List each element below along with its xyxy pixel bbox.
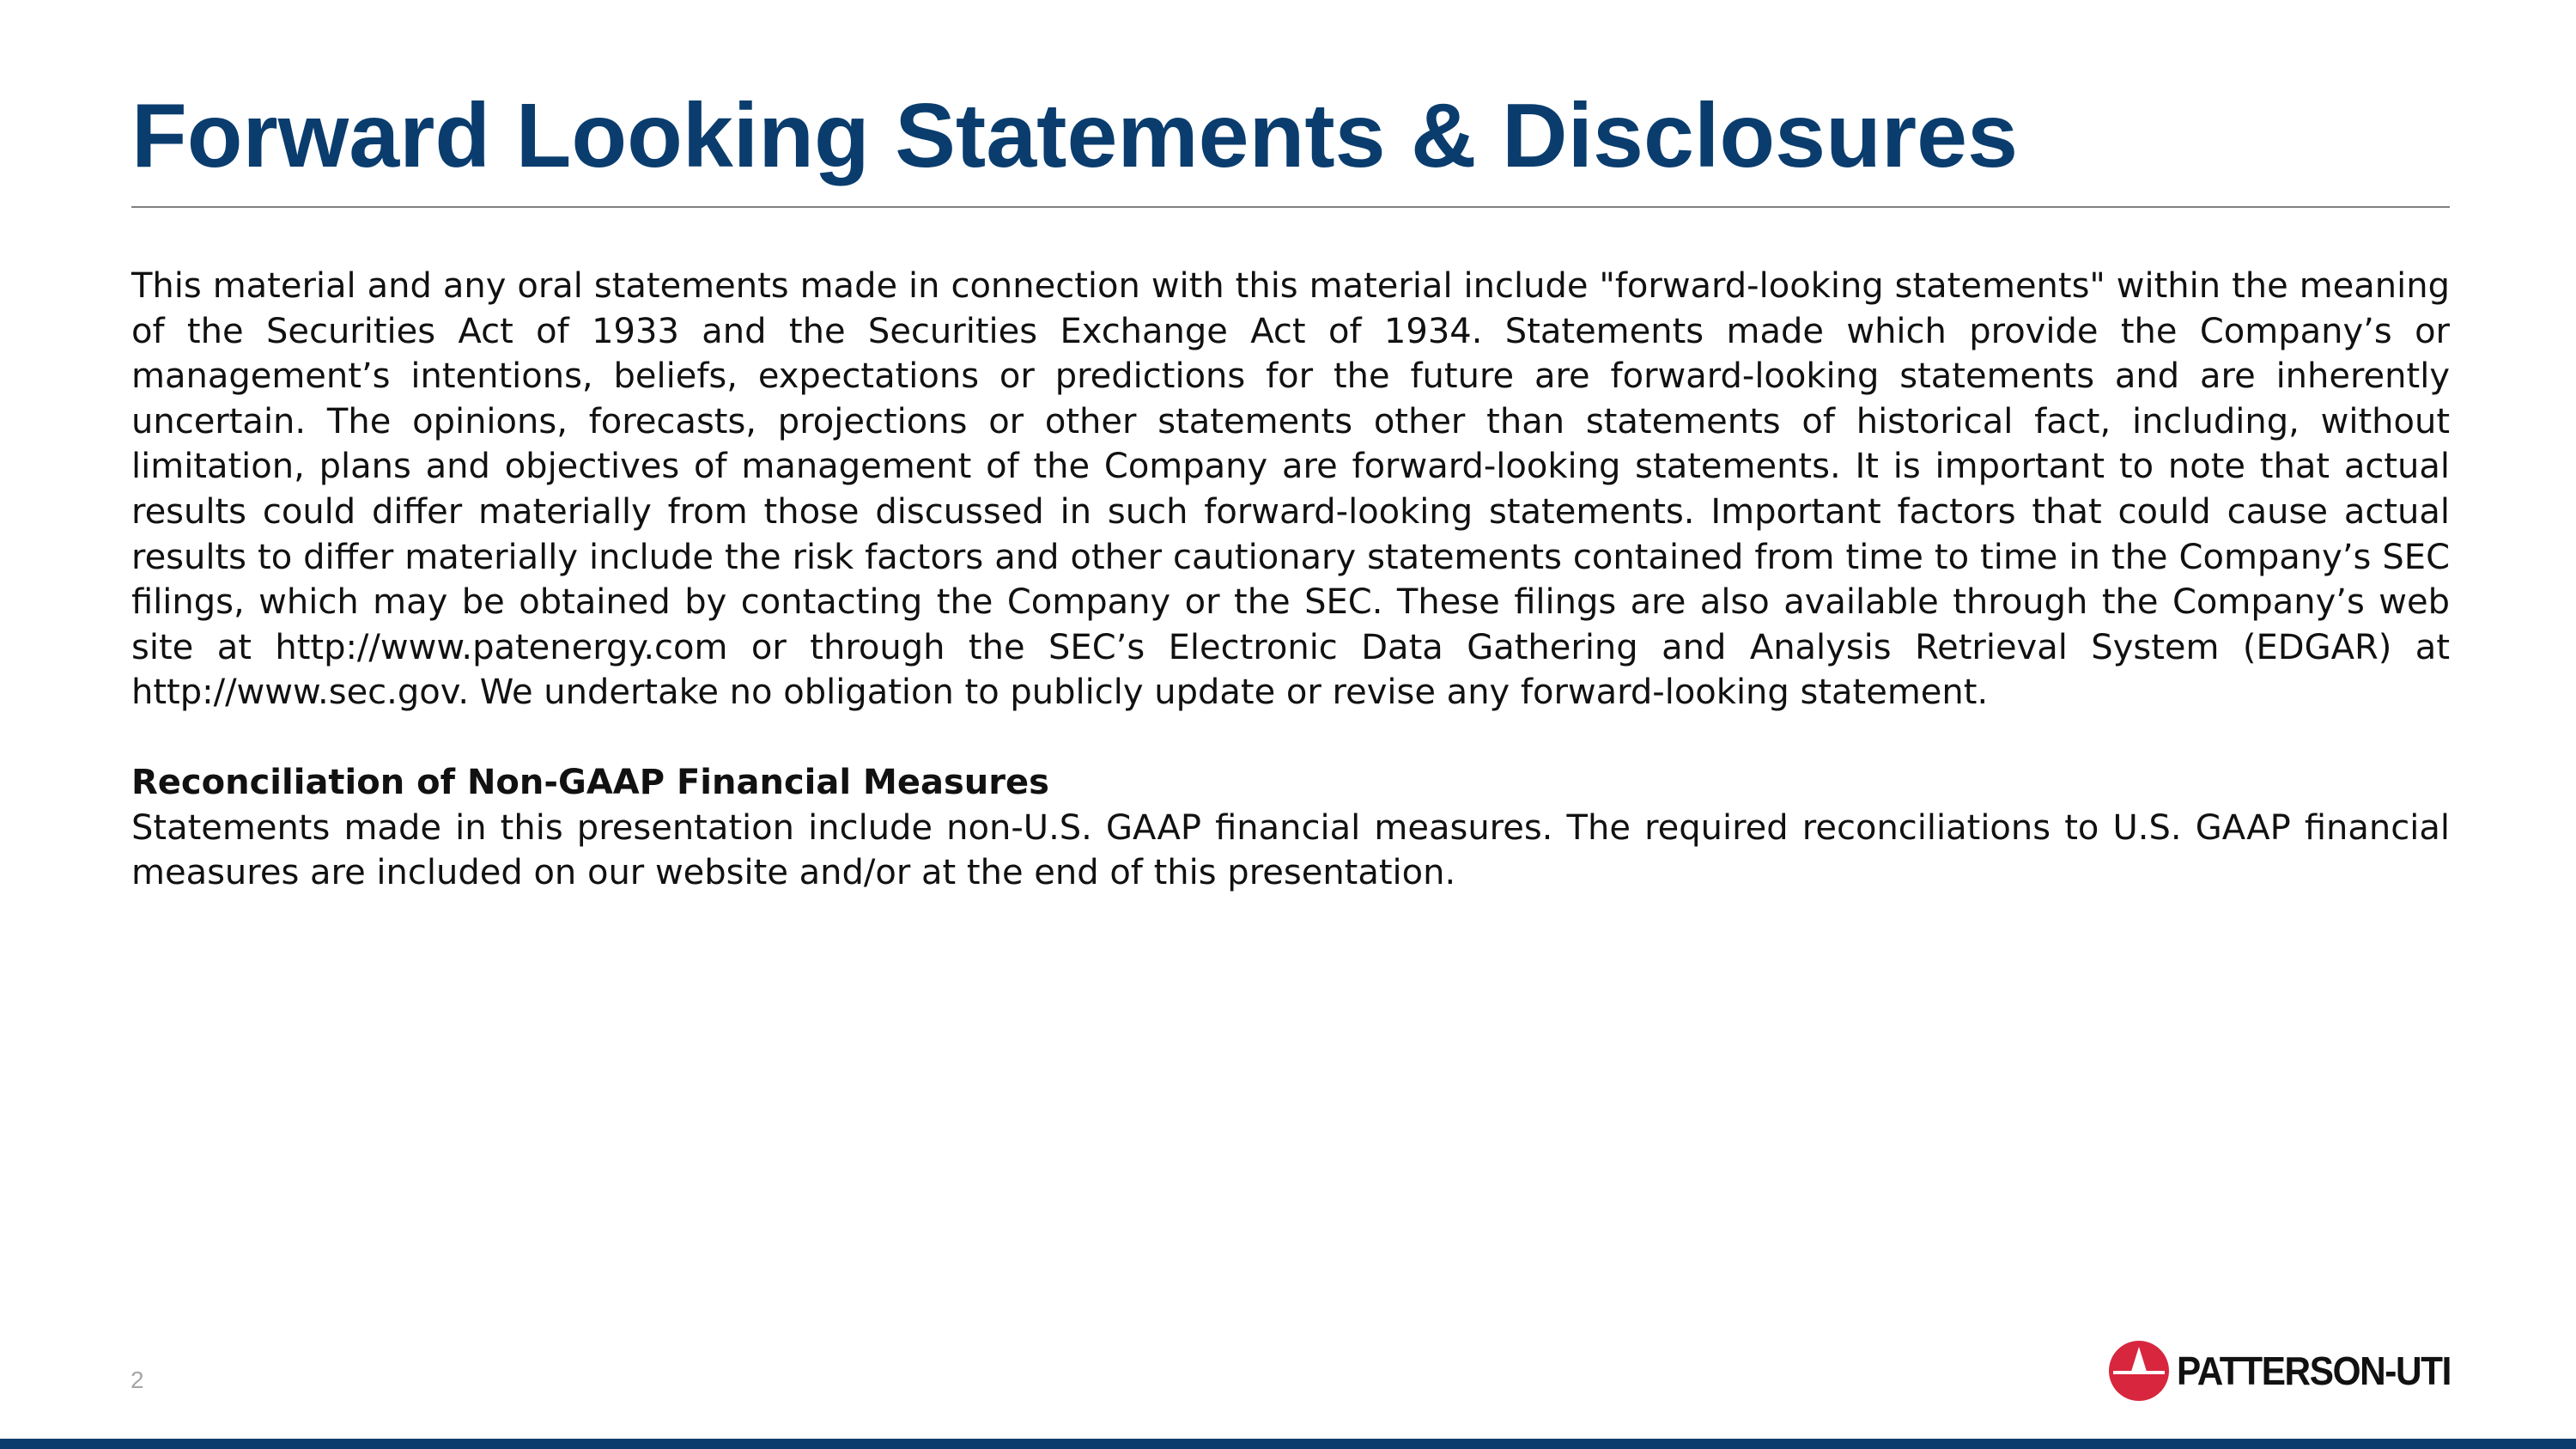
patterson-uti-logo-icon (2108, 1340, 2170, 1402)
reconciliation-heading: Reconciliation of Non-GAAP Financial Measures (131, 762, 1049, 802)
company-logo (2108, 1339, 2475, 1403)
title-divider (131, 206, 2450, 208)
slide-title: Forward Looking Statements & Disclosures (131, 85, 2019, 186)
reconciliation-paragraph: Statements made in this presentation include non-U.S. GAAP financial measures. The required reconciliations to U.S. GAAP financial measures are included on our website and/or at the end of this presentation. (131, 807, 2450, 893)
logo-wordmark: PATTERSON-UTI (2177, 1349, 2451, 1393)
footer-bar (0, 1439, 2576, 1449)
page-number: 2 (131, 1367, 144, 1393)
forward-looking-paragraph: This material and any oral statements made in connection with this material include "forward-looking statements" within the meaning of the Securities Act of 1933 and the Securities Exchange Act of 1934. Statements made which provide the Company’s or management’s intentions, beliefs, expectations or predictions for the future are forward-looking statements and are inherently uncertain. The opinions, forecasts, projections or other statements other than statements of historical fact, including, without limitation, plans and objectives of management of the Company are forward-looking statements. It is important to note that actual results could differ materially from those discussed in such forward-looking statements. Important factors that could cause actual results to differ materially include the risk factors and other cautionary statements contained from time to time in the Company’s SEC filings, which may be obtained by contacting the Company or the SEC. These filings are also available through the Company’s web site at http://www.patenergy.com or through the SEC’s Electronic Data Gathering and Analysis Retrieval System (EDGAR) at http://www.sec.gov. We undertake no obligation to publicly update or revise any forward-looking statement. (131, 266, 2450, 713)
slide-body (131, 264, 2450, 896)
